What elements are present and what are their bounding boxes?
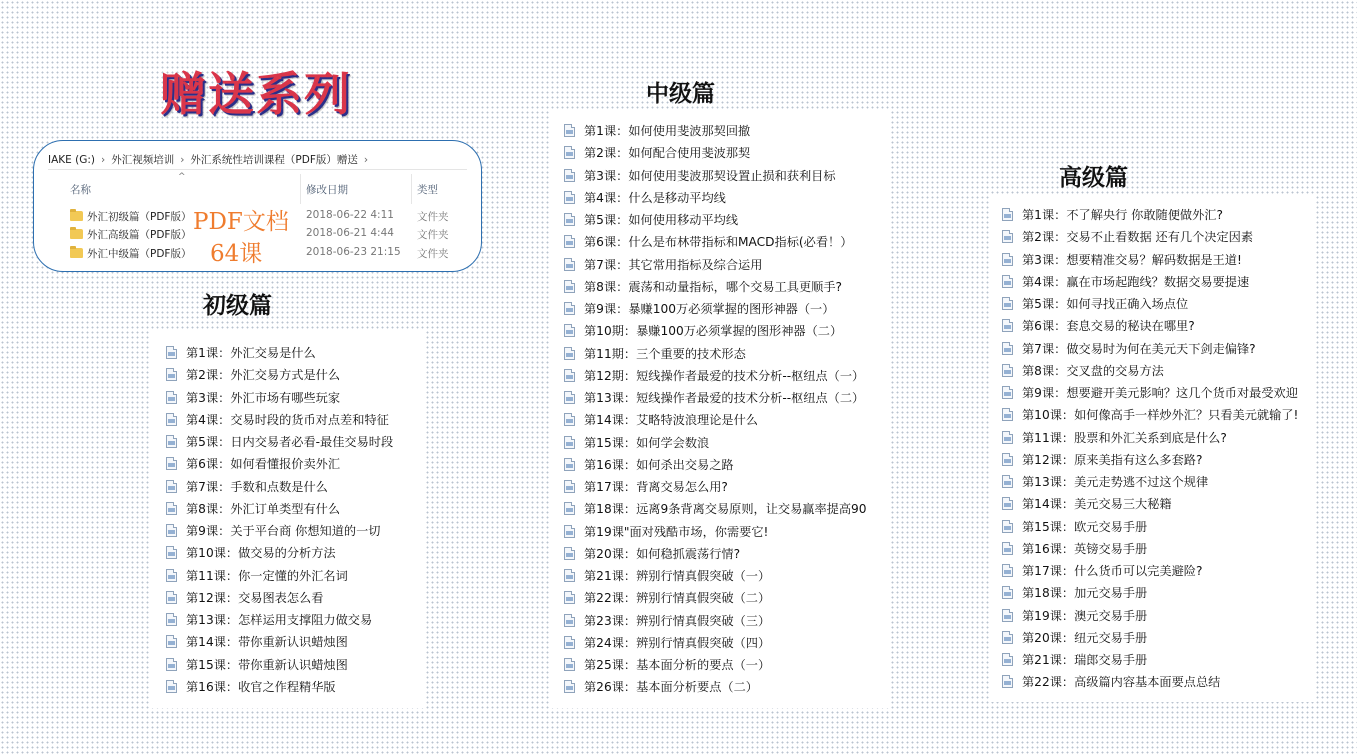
pdf-file-icon [166,680,177,693]
lesson-title: 第19课：澳元交易手册 [1022,608,1148,623]
pdf-file-icon [564,525,575,538]
advanced-section-title: 高级篇 [1059,164,1128,191]
pdf-file-icon [1002,564,1013,577]
pdf-file-icon [1002,653,1013,666]
pdf-file-icon [166,435,177,448]
lesson-title: 第10课：做交易的分析方法 [186,546,336,561]
lesson-item[interactable] [166,520,425,542]
lesson-title: 第22课：高级篇内容基本面要点总结 [1022,675,1221,690]
pdf-file-icon [1002,475,1013,488]
file-explorer-snippet [33,140,482,272]
folder-icon [70,248,83,258]
lesson-item[interactable] [166,476,425,498]
breadcrumb-drive[interactable]: IAKE (G:) [48,154,96,166]
lesson-item[interactable] [166,631,425,653]
pdf-file-icon [564,369,575,382]
lesson-item[interactable] [564,120,890,142]
lesson-title: 第1课：如何使用斐波那契回撤 [584,124,751,138]
lesson-title: 第16课：英镑交易手册 [1022,541,1148,556]
pdf-file-icon [1002,275,1013,288]
lesson-item[interactable] [166,676,425,698]
lesson-title: 第21课：瑞郎交易手册 [1022,653,1148,667]
lesson-item[interactable] [1002,582,1315,604]
lesson-item[interactable] [166,431,425,453]
lesson-item[interactable] [564,676,890,698]
lesson-title: 第15课：如何学会数浪 [584,435,710,450]
pdf-file-icon [1002,497,1013,510]
pdf-file-icon [166,591,177,604]
lesson-item[interactable] [1002,471,1315,493]
pdf-file-icon [166,658,177,671]
lesson-title: 第4课：赢在市场起跑线？数据交易要提速 [1022,274,1250,289]
lesson-title: 第6课：如何看懂报价卖外汇 [186,457,341,472]
lesson-title: 第3课：外汇市场有哪些玩家 [186,390,341,405]
lesson-title: 第9课：关于平台商 你想知道的一切 [186,524,381,538]
pdf-file-icon [564,413,575,426]
lesson-title: 第17课：背离交易怎么用? [584,480,728,494]
lesson-title: 第21课：辨别行情真假突破（一） [584,569,771,583]
lesson-title: 第10课：如何像高手一样炒外汇？只看美元就输了! [1022,408,1299,423]
lesson-title: 第8课：外汇订单类型有什么 [186,501,341,516]
lesson-title: 第15课：欧元交易手册 [1022,519,1148,534]
lesson-item[interactable] [564,654,890,676]
lesson-item[interactable] [564,432,890,454]
lesson-item[interactable] [166,609,425,631]
pdf-file-icon [166,502,177,515]
lesson-item[interactable] [1002,338,1315,360]
lesson-title: 第7课：其它常用指标及综合运用 [584,257,763,272]
lesson-title: 第9课：想要避开美元影响？这几个货币对最受欢迎 [1022,386,1298,400]
column-header-name[interactable]: 名称 [70,184,91,196]
chevron-right-icon: › [180,154,185,166]
pdf-file-icon [564,213,575,226]
pdf-file-icon [166,413,177,426]
lesson-title: 第8课：震荡和动量指标，哪个交易工具更顺手? [584,279,842,294]
lesson-item[interactable] [1002,649,1315,671]
lesson-title: 第13课：短线操作者最爱的技术分析--枢纽点（二） [584,391,865,405]
pdf-file-icon [564,480,575,493]
beginner-lesson-list [150,331,425,708]
lesson-title: 第5课：如何寻找正确入场点位 [1022,297,1189,311]
lesson-item[interactable] [564,387,890,409]
folder-name: 外汇中级篇（PDF版） [87,248,192,260]
column-header-type[interactable]: 类型 [417,184,438,196]
lesson-item[interactable] [1002,249,1315,271]
pdf-file-icon [166,346,177,359]
pdf-file-icon [564,124,575,137]
lesson-title: 第1课：外汇交易是什么 [186,346,316,360]
pdf-file-icon [166,457,177,470]
lesson-item[interactable] [1002,449,1315,471]
lesson-title: 第12课：交易图表怎么看 [186,590,324,605]
lesson-title: 第12课：原来美指有这么多套路? [1022,452,1203,467]
column-divider[interactable] [300,174,301,204]
pdf-file-icon [1002,609,1013,622]
lesson-item[interactable] [564,231,890,253]
pdf-file-icon [564,680,575,693]
lesson-title: 第9课：暴赚100万必须掌握的图形神器（一） [584,302,835,316]
pdf-doc-overlay: PDF文档 [191,203,291,236]
pdf-file-icon [564,235,575,248]
pdf-file-icon [1002,297,1013,310]
pdf-file-icon [564,258,575,271]
pdf-file-icon [1002,586,1013,599]
pdf-file-icon [564,502,575,515]
lesson-title: 第7课：手数和点数是什么 [186,479,328,494]
advanced-lesson-list [990,194,1315,702]
lesson-title: 第5课：日内交易者必看-最佳交易时段 [186,435,394,449]
lesson-title: 第6课：套息交易的秘诀在哪里? [1022,319,1195,334]
lesson-item[interactable] [166,409,425,431]
folder-icon [70,211,83,221]
pdf-file-icon [564,591,575,604]
folder-name: 外汇初级篇（PDF版） [87,211,192,223]
column-divider[interactable] [411,174,412,204]
lesson-item[interactable] [1002,204,1315,226]
pdf-file-icon [1002,386,1013,399]
pdf-file-icon [1002,675,1013,688]
sort-up-icon: ^ [178,172,186,182]
pdf-file-icon [1002,342,1013,355]
lesson-title: 第6课：什么是布林带指标和MACD指标(必看！） [584,235,853,250]
lesson-title: 第4课：交易时段的货币对点差和特征 [186,412,389,427]
lesson-title: 第24课：辨别行情真假突破（四） [584,635,771,650]
lesson-item[interactable] [1002,360,1315,382]
lesson-item[interactable] [1002,427,1315,449]
lesson-title: 第2课：如何配合使用斐波那契 [584,146,751,161]
lesson-title: 第26课：基本面分析要点（二） [584,680,758,695]
lesson-item[interactable] [564,343,890,365]
lesson-item[interactable] [166,565,425,587]
lesson-item[interactable] [564,365,890,387]
lesson-title: 第11课：你一定懂的外汇名词 [186,568,348,583]
pdf-file-icon [166,613,177,626]
lesson-title: 第4课：什么是移动平均线 [584,190,726,205]
lesson-item[interactable] [564,298,890,320]
lesson-item[interactable] [166,542,425,564]
folder-type: 文件夹 [417,211,449,223]
pdf-file-icon [564,302,575,315]
lesson-item[interactable] [564,543,890,565]
folder-icon [70,229,83,239]
beginner-section-title: 初级篇 [203,292,272,319]
pdf-file-icon [564,280,575,293]
column-header-date[interactable]: 修改日期 [306,184,348,196]
lesson-item[interactable] [1002,627,1315,649]
lesson-item[interactable] [564,142,890,164]
lesson-title: 第17课：什么货币可以完美避险? [1022,564,1203,578]
lesson-item[interactable] [1002,538,1315,560]
pdf-file-icon [1002,319,1013,332]
lesson-item[interactable] [1002,293,1315,315]
lesson-item[interactable] [1002,560,1315,582]
pdf-file-icon [564,458,575,471]
pdf-file-icon [166,546,177,559]
lesson-item[interactable] [564,454,890,476]
lesson-item[interactable] [1002,226,1315,248]
pdf-file-icon [166,391,177,404]
lesson-item[interactable] [1002,493,1315,515]
lesson-title: 第2课：外汇交易方式是什么 [186,368,341,383]
lesson-item[interactable] [564,254,890,276]
lesson-item[interactable] [166,498,425,520]
pdf-file-icon [1002,208,1013,221]
lesson-item[interactable] [166,587,425,609]
lesson-item[interactable] [1002,671,1315,693]
lesson-item[interactable] [1002,404,1315,426]
lesson-title: 第18课：加元交易手册 [1022,586,1148,601]
lesson-title: 第14课：艾略特波浪理论是什么 [584,413,758,428]
lesson-title: 第20课：如何稳抓震荡行情? [584,546,741,561]
lesson-title: 第7课：做交易时为何在美元天下剑走偏锋? [1022,341,1256,356]
pdf-file-icon [564,636,575,649]
lesson-title: 第11期：三个重要的技术形态 [584,346,746,361]
pdf-file-icon [564,658,575,671]
pdf-file-icon [564,547,575,560]
lesson-item[interactable] [1002,382,1315,404]
pdf-file-icon [166,480,177,493]
lesson-title: 第23课：辨别行情真假突破（三） [584,613,771,628]
pdf-file-icon [1002,542,1013,555]
lesson-title: 第25课：基本面分析的要点（一） [584,658,771,672]
lesson-title: 第3课：想要精准交易？解码数据是王道! [1022,252,1242,267]
folder-type: 文件夹 [417,248,449,260]
lesson-item[interactable] [564,476,890,498]
folder-row[interactable] [70,245,470,263]
lesson-title: 第22课：辨别行情真假突破（二） [584,591,771,606]
pdf-file-icon [1002,408,1013,421]
pdf-file-icon [1002,453,1013,466]
lesson-item[interactable] [564,498,890,520]
lesson-title: 第14课：美元交易三大秘籍 [1022,497,1172,512]
pdf-file-icon [564,436,575,449]
lesson-title: 第15课：带你重新认识蜡烛图 [186,657,348,672]
lesson-item[interactable] [564,165,890,187]
lesson-title: 第11课：股票和外汇关系到底是什么? [1022,430,1227,445]
lesson-title: 第19课"面对残酷市场，你需要它! [584,524,769,539]
pdf-file-icon [1002,520,1013,533]
pdf-file-icon [564,146,575,159]
lesson-title: 第16课：收官之作程精华版 [186,679,336,694]
pdf-file-icon [166,524,177,537]
breadcrumb-folder-course[interactable]: 外汇系统性培训课程（PDF版）赠送 [190,154,358,166]
lesson-item[interactable] [166,387,425,409]
lesson-item[interactable] [166,654,425,676]
lesson-item[interactable] [564,632,890,654]
lesson-item[interactable] [564,409,890,431]
lesson-title: 第14课：带你重新认识蜡烛图 [186,635,348,650]
lesson-item[interactable] [564,565,890,587]
lesson-item[interactable] [564,587,890,609]
pdf-file-icon [1002,431,1013,444]
lesson-title: 第12期：短线操作者最爱的技术分析--枢纽点（一） [584,368,865,383]
pdf-file-icon [1002,364,1013,377]
lesson-item[interactable] [564,187,890,209]
lesson-item[interactable] [564,521,890,543]
lesson-title: 第10期：暴赚100万必须掌握的图形神器（二） [584,324,843,339]
lesson-item[interactable] [1002,315,1315,337]
pdf-file-icon [564,324,575,337]
lesson-title: 第8课：交叉盘的交易方法 [1022,363,1164,378]
pdf-file-icon [1002,631,1013,644]
pdf-file-icon [166,569,177,582]
folder-date: 2018-06-22 4:11 [306,209,394,221]
pdf-file-icon [1002,253,1013,266]
lesson-title: 第18课：远离9条背离交易原则，让交易赢率提高90 [584,502,867,517]
pdf-file-icon [166,635,177,648]
page-title: 赠送系列 [160,67,352,121]
lesson-title: 第13课：怎样运用支撑阻力做交易 [186,613,373,627]
folder-type: 文件夹 [417,229,449,241]
header-divider [48,169,467,170]
lesson-title: 第13课：美元走势逃不过这个规律 [1022,475,1209,489]
pdf-file-icon [166,368,177,381]
lesson-title: 第1课：不了解央行 你敢随便做外汇? [1022,208,1223,222]
folder-date: 2018-06-23 21:15 [306,246,401,258]
lesson-title: 第20课：纽元交易手册 [1022,630,1148,645]
pdf-file-icon [564,391,575,404]
lesson-item[interactable] [166,342,425,364]
lesson-item[interactable] [564,276,890,298]
lesson-item[interactable] [166,364,425,386]
chevron-right-icon: › [363,154,369,166]
folder-name: 外汇高级篇（PDF版） [87,229,192,241]
breadcrumb [48,152,374,167]
pdf-file-icon [1002,230,1013,243]
breadcrumb-folder-video[interactable]: 外汇视频培训 [111,154,175,166]
pdf-file-icon [564,614,575,627]
lesson-item[interactable] [1002,271,1315,293]
lesson-item[interactable] [564,209,890,231]
lesson-title: 第5课：如何使用移动平均线 [584,213,739,227]
intermediate-section-title: 中级篇 [646,80,715,107]
lesson-item[interactable] [166,453,425,475]
lesson-item[interactable] [1002,605,1315,627]
lesson-title: 第16课：如何杀出交易之路 [584,457,734,472]
lesson-item[interactable] [564,610,890,632]
lesson-item[interactable] [564,320,890,342]
lesson-item[interactable] [1002,516,1315,538]
pdf-file-icon [564,191,575,204]
chevron-right-icon: › [101,154,106,166]
pdf-file-icon [564,569,575,582]
lesson-title: 第2课：交易不止看数据 还有几个决定因素 [1022,230,1254,245]
pdf-file-icon [564,169,575,182]
folder-date: 2018-06-21 4:44 [306,227,394,239]
lesson-title: 第3课：如何使用斐波那契设置止损和获利目标 [584,168,836,183]
pdf-file-icon [564,347,575,360]
lesson-count-overlay: 64课 [208,235,264,268]
intermediate-lesson-list [550,111,890,708]
